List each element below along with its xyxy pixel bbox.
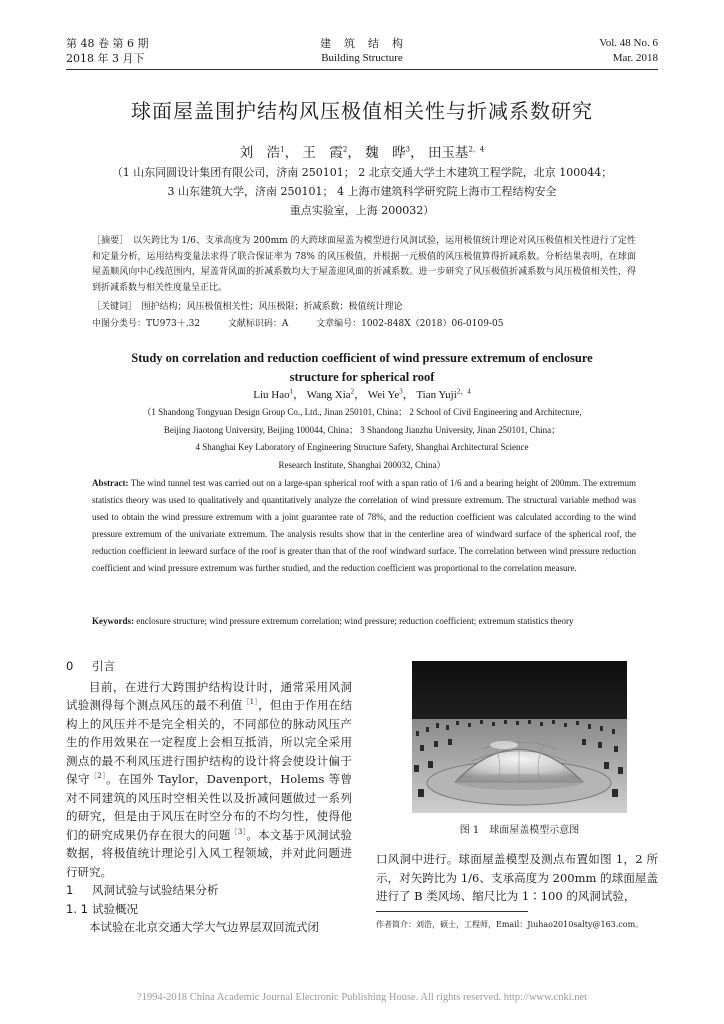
keywords-cn-label: ［关键词］ [92,302,133,312]
keywords-en-text: enclosure structure; wind pressure extremum correlation; wind pressure; reduction coefficient; extremum statistics theory [136,616,574,626]
publish-date-en: Mar. 2018 [612,52,658,64]
affiliation-en-line: 4 Shanghai Key Laboratory of Engineering Structure Safety, Shanghai Architectural Science [195,442,529,452]
header-rule [66,69,658,70]
volume-issue: 第 48 卷 第 6 期 [66,37,149,50]
title-cn: 球面屋盖围护结构风压极值相关性与折减系数研究 [131,99,593,123]
figure-1-photo [412,661,627,813]
author-cn: 王 霞$^2$ [302,145,348,161]
section-1-1-heading: 1. 1 试验概况 [66,901,138,916]
keywords-en-label: Keywords: [92,616,134,626]
title-en [66,349,658,387]
author-en: Tian Yuji$^{2,4}$ [416,387,471,401]
affiliation-en-line: Research Institute, Shanghai 200032, China） [278,459,446,470]
clc-number: 中图分类号：TU973＋.32 [92,319,201,329]
abstract-cn [92,234,636,296]
authors-cn: 刘 浩$^1$， 王 霞$^2$， 魏 晔$^3$， 田玉基$^{2,4}$ [239,145,485,161]
figure-1-caption: 图 1 球面屋盖模型示意图 [459,825,580,836]
classification-cn [92,317,636,332]
affiliation-line: （1 山东同圆设计集团有限公司，济南 250101； 2 北京交通大学土木建筑工程学院，北京 100044； [111,166,613,179]
journal-name-cn: 建 筑 结 构 [320,37,404,50]
title-en-line: Study on correlation and reduction coefficient of wind pressure extremum of enclosure [131,351,593,365]
section-1-heading: 1 风洞试验与试验结果分析 [66,883,219,897]
copyright-footer: ?1994-2018 China Academic Journal Electronic Publishing House. All rights reserved. http://www.cnki.net [136,992,588,1003]
abstract-cn-text: 以矢跨比为 1/6、支承高度为 200mm 的大跨球面屋盖为模型进行风洞试验，运用极值统计理论对风压极值相关性进行了定性和定量分析，运用结构变量法求得了联合保证率为 78% 的风压极值，并根据一元极值的风压极值算得折减系数。分析结果表明，在球面屋盖顺风向中心线范围内，屋盖背风面的折减系数均大于屋盖迎风面的折减系数。进一步研究了风压极值折减系数与风压极值相关性，得到折减系数与相关性度量呈正比。 [92,236,636,293]
wind-tunnel-model-image [412,661,627,813]
keywords-cn [92,300,636,316]
affiliation-en-line: Beijing Jiaotong University, Beijing 100044, China； 3 Shandong Jianzhu University, Jinan 250101, China； [163,424,561,435]
title-en-line: structure for spherical roof [289,370,435,384]
author-en: Wang Xia$^2$ [306,387,355,401]
keywords-en [92,613,636,630]
citation-ref[interactable]: ［3］ [230,827,247,836]
affiliation-line: 3 山东建筑大学，济南 250101； 4 上海市建筑科学研究院上海市工程结构安全 [167,185,557,198]
abstract-en [92,475,636,577]
keywords-cn-text: 围护结构；风压极值相关性；风压极限；折减系数；极值统计理论 [141,302,403,312]
article-number: 文章编号：1002-848X（2018）06-0109-05 [316,319,504,329]
journal-volume-en [478,36,658,66]
author-cn: 田玉基$^{2,4}$ [427,145,485,161]
citation-ref[interactable]: ［1］ [242,698,259,707]
authors-en: Liu Hao$^1$， Wang Xia$^2$， Wei Ye$^3$， Tian Yuji$^{2,4}$ [253,387,471,401]
left-column [66,657,352,937]
author-en: Wei Ye$^3$ [367,387,403,401]
section-0-heading: 0 引言 [66,659,115,673]
footnote-rule [376,911,528,912]
journal-issue [66,36,148,66]
right-paragraph: 口风洞中进行。球面屋盖模型及测点布置如图 1，2 所示，对矢跨比为 1/6、支承高度为 200mm 的球面屋盖进行了 B 类风场、缩尺比为 1∶100 的风洞试验， [376,852,658,903]
journal-name-en: Building Structure [321,52,403,64]
affiliations-en [66,404,658,474]
affiliation-line: 重点实验室，上海 200032） [289,204,435,217]
abstract-en-text: The wind tunnel test was carried out on a large-span spherical roof with a span ratio of 1/6 and a bearing height of 200mm. The extremum statistics theory was used to qualitatively and quantitatively analyze the correlation of wind pressure extremum. The structural variable method was used to obtain the wind pressure extremum with a joint guarantee rate of 78%, and the reduction coefficient was calculated according to the wind pressure extremum of the univariate extremum. The analysis results show that in the centerline area of windward surface of the spherical roof, the reduction coefficient in leeward surface of the roof is greater than that of the roof windward surface. The correlation between wind pressure reduction coefficient and wind pressure extremum was further studied, and the reduction coefficient was proportional to the correlation measure. [92,478,636,573]
affiliations-cn [66,163,658,220]
journal-name [262,36,462,66]
author-cn: 刘 浩$^1$ [239,145,285,161]
affiliation-en-line: （1 Shandong Tongyuan Design Group Co., Ltd., Jinan 250101, China； 2 School of Civil Engineering and Architecture, [142,407,582,417]
author-note: 作者简介：刘浩，硕士，工程师，Email：Jiuhao2010salty@163.com。 [376,920,644,929]
author-cn: 魏 晔$^3$ [365,145,411,161]
document-code: 文献标识码：A [227,319,289,329]
abstract-en-label: Abstract: [92,478,129,488]
publish-date-cn: 2018 年 3 月下 [66,52,145,65]
author-en: Liu Hao$^1$ [253,387,294,401]
abstract-cn-label: ［摘要］ [92,236,124,246]
section-1-1-text: 本试验在北京交通大学大气边界层双回流式闭 [89,920,319,934]
volume-no-en: Vol. 48 No. 6 [599,37,658,49]
citation-ref[interactable]: ［2］ [89,772,107,781]
intro-paragraph: 目前，在进行大跨围护结构设计时，通常采用风洞试验测得每个测点风压的最不利值$^{[1]}$，但由于作用在结构上的风压并不是完全相关的，不同部位的脉动风压产生的作用效果在一定程度上会相互抵消，所以完全采用测点的最不利风压进行围护结构的设计将会使设计偏于保守$^{[2]}$。在国外 Taylor，Davenport，Holems 等曾对不同建筑的风压时空相关性以及折减问题做过一系列的研究，但是由于风压在时空分布的不均匀性，使得他们的研究成果仍存在很大的问题$^{[3]}$。本文基于风洞试验数据，将极值统计理论引入风工程领域，并对此问题进行研究。 [66,679,352,879]
